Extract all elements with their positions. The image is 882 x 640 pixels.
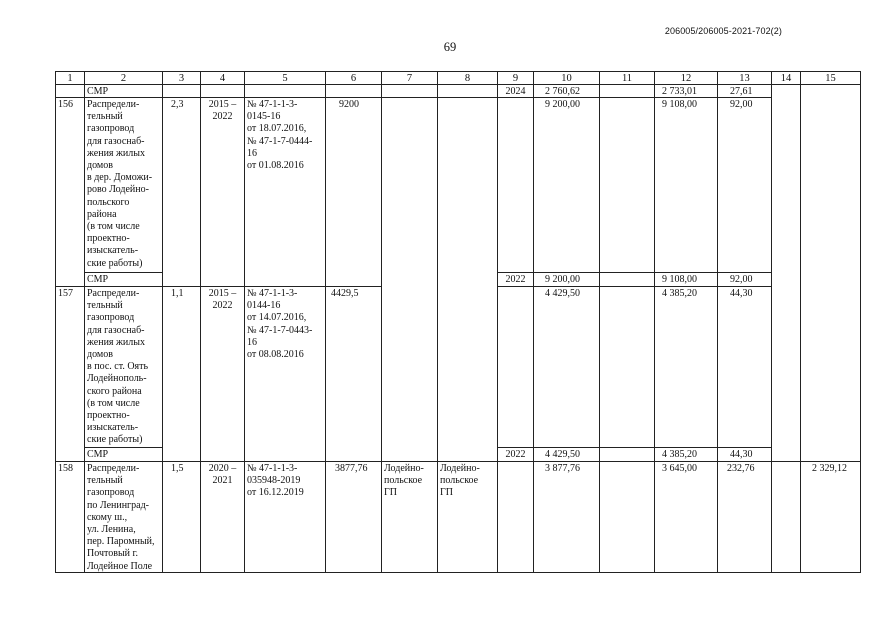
smr-year: 2024 (505, 86, 526, 97)
header-col-9: 9 (512, 73, 519, 84)
smr-col-13: 92,00 (730, 274, 753, 285)
header-col-10: 10 (561, 73, 572, 84)
documents: № 47-1-1-3- 0144-16 от 14.07.2016, № 47-1-7-0443- 16 от 08.08.2016 (247, 288, 313, 361)
col-12: 3 645,00 (662, 463, 697, 474)
row-number: 157 (58, 288, 73, 299)
smr-col-13: 27,61 (730, 86, 753, 97)
smr-col-12: 4 385,20 (662, 449, 697, 460)
smr-col-12: 9 108,00 (662, 274, 697, 285)
header-col-3: 3 (178, 73, 185, 84)
smr-col-12: 2 733,01 (662, 86, 697, 97)
length: 1,5 (171, 463, 184, 474)
cost: 3877,76 (335, 463, 368, 474)
row-number: 156 (58, 99, 73, 110)
header-col-2: 2 (120, 73, 127, 84)
documents: № 47-1-1-3- 035948-2019 от 16.12.2019 (247, 463, 304, 499)
col-12: 4 385,20 (662, 288, 697, 299)
smr-label: СМР (87, 86, 109, 97)
header-col-11: 11 (621, 73, 633, 84)
header-col-14: 14 (780, 73, 792, 84)
years: 2015 – 2022 (208, 288, 237, 312)
smr-year: 2022 (505, 274, 526, 285)
cost: 9200 (339, 99, 359, 110)
header-col-5: 5 (282, 73, 288, 84)
length: 1,1 (171, 288, 184, 299)
page-number: 69 (443, 40, 457, 54)
smr-col-10: 4 429,50 (545, 449, 580, 460)
col-13: 44,30 (730, 288, 753, 299)
years: 2015 – 2022 (208, 99, 237, 123)
header-col-8: 8 (464, 73, 471, 84)
col-10: 3 877,76 (545, 463, 580, 474)
header-col-12: 12 (680, 73, 692, 84)
object-name: Распредели- тельный газопровод для газоснаб- жения жилых домов в пос. ст. Оять Лодейнополь- ского района (в том числе проектно- изыскатель- ские работы) (87, 288, 149, 446)
col-13: 232,76 (727, 463, 755, 474)
col-10: 9 200,00 (545, 99, 580, 110)
municipality-col-7: Лодейно- польское ГП (384, 463, 424, 499)
smr-col-13: 44,30 (730, 449, 753, 460)
header-col-7: 7 (406, 73, 413, 84)
cost: 4429,5 (331, 288, 359, 299)
row-number: 158 (58, 463, 73, 474)
smr-col-10: 9 200,00 (545, 274, 580, 285)
smr-label: СМР (87, 449, 109, 460)
length: 2,3 (171, 99, 184, 110)
header-col-15: 15 (825, 73, 836, 84)
municipality-col-8: Лодейно- польское ГП (440, 463, 480, 499)
header-col-13: 13 (739, 73, 750, 84)
header-col-6: 6 (350, 73, 357, 84)
smr-year: 2022 (505, 449, 526, 460)
document-id: 206005/206005-2021-702(2) (664, 26, 782, 36)
col-15: 2 329,12 (812, 463, 847, 474)
header-col-4: 4 (219, 73, 226, 84)
col-10: 4 429,50 (545, 288, 580, 299)
documents: № 47-1-1-3- 0145-16 от 18.07.2016, № 47-1-7-0444- 16 от 01.08.2016 (247, 99, 313, 172)
object-name: Распредели- тельный газопровод для газоснаб- жения жилых домов в дер. Доможи- рово Лодейно- польского района (в том числе проектно- изыскатель- ские работы) (87, 99, 153, 269)
header-col-1: 1 (67, 73, 73, 84)
smr-label: СМР (87, 274, 109, 285)
object-name: Распредели- тельный газопровод по Ленинград- скому ш., ул. Ленина, пер. Паромный, Почтовый г. Лодейное Поле (87, 463, 155, 572)
smr-col-10: 2 760,62 (545, 86, 580, 97)
col-12: 9 108,00 (662, 99, 697, 110)
years: 2020 – 2021 (208, 463, 237, 487)
col-13: 92,00 (730, 99, 753, 110)
